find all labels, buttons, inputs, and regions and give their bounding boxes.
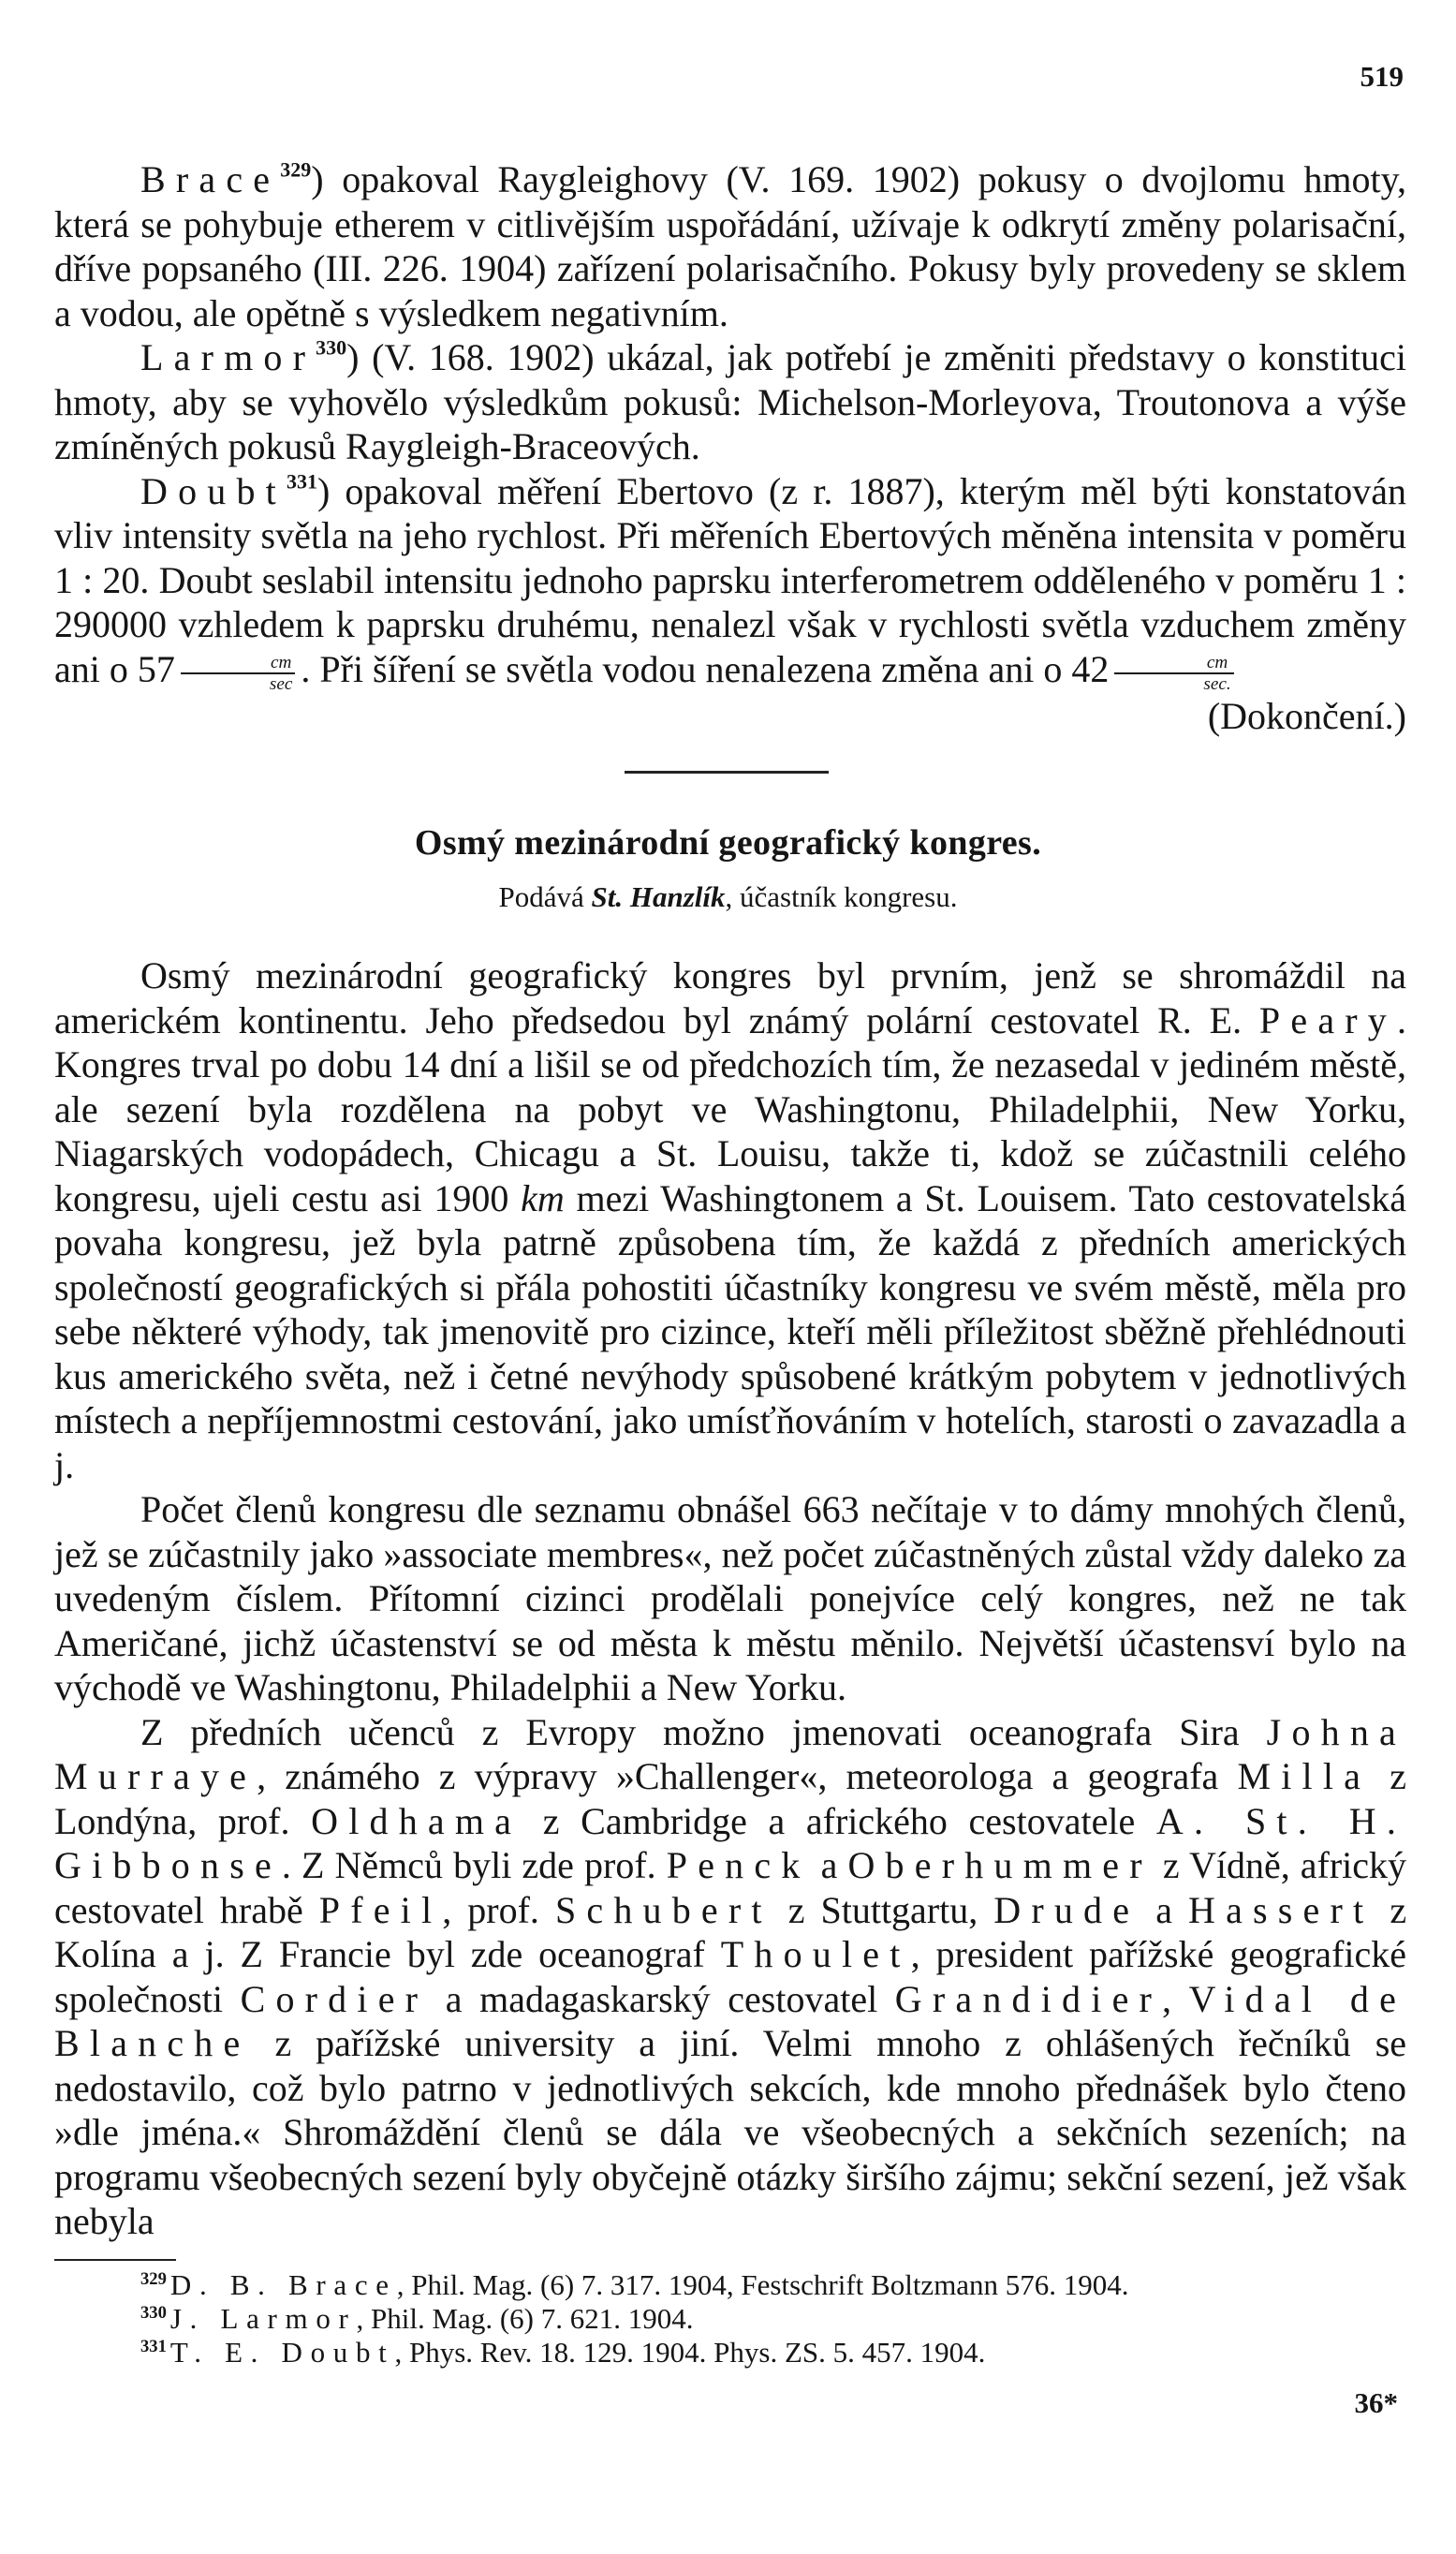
footnote: $^{329}$ D. B. Brace, Phil. Mag. (6) 7. 317. 1904, Festschrift Boltzmann 576. 1904. — [140, 2268, 1129, 2301]
article-paragraph-3: Z předních učenců z Evropy možno jmenovati oceanografa Sira Johna Murraye, známého z výpravy »Challenger«, meteorologa a geografa Milla z Londýna, prof. Oldhama z Cambridge a afrického cestovatele A. St. H. Gibbonse. Z Němců byli zde prof. Penck a Oberhummer z Vídně, africký cestovatel hrabě Pfeil, prof. Schubert z Stuttgartu, Drude a Hassert z Kolína a j. Z Francie byl zde oceanograf Thoulet, president pařížské geografické společnosti Cordier a madagaskarský cestovatel Grandidier, Vidal de Blanche z pařížské university a jiní. Velmi mnoho z ohlášených řečníků se nedostavilo, což bylo patrno v jednotlivých sekcích, kde mnoho přednášek bylo čteno »dle jména.« Shromáždění členů se dála ve všeobecných a sekčních sezeních; na programu všeobecných sezení byly obyčejně otázky širšího zájmu; sekční sezení, jež však nebyla — [54, 1710, 1407, 2242]
footnote-ref[interactable]: 329 — [280, 157, 312, 182]
footnote: $^{330}$ J. Larmor, Phil. Mag. (6) 7. 621. 1904. — [140, 2302, 694, 2335]
paragraph-brace: Brace$^{329}$) opakoval Raygleighovy (V. 169. 1902) pokusy o dvojlomu hmoty, která se pohybuje etherem v citlivějším uspořádání, užívaje k odkrytí změny polarisační, dříve popsaného (III. 226. 1904) zařízení polarisačního. Pokusy byly provedeny se sklem a vodou, ale opětně s výsledkem negativním. — [54, 157, 1406, 334]
footnote-ref[interactable]: 330 — [316, 335, 347, 360]
author-name: Larmor — [140, 336, 316, 378]
paragraph-larmor: Larmor$^{330}$) (V. 168. 1902) ukázal, jak potřebí je změniti představy o konstituci hmoty, aby se vyhovělo výsledkům pokusů: Michelson-Morleyova, Troutonova a výše zmíněných pokusů Raygleigh-Braceových. — [54, 335, 1406, 467]
page-number: 519 — [1360, 60, 1404, 93]
article-paragraph-1: Osmý mezinárodní geografický kongres byl prvním, jenž se shromáždil na americkém kontinentu. Jeho předsedou byl známý polární cestovatel R. E. Peary. Kongres trval po dobu 14 dní a lišil se od předchozích tím, že nezasedal v jediném městě, ale sezení byla rozdělena na pobyt ve Washingtonu, Philadelphii, New Yorku, Niagarských vodopádech, Chicagu a St. Louisu, takže ti, kdož se zúčastnili celého kongresu, ujeli cestu asi 1900 km mezi Washingtonem a St. Louisem. Tato cestovatelská povaha kongresu, jež byla patrně způsobena tím, že každá z předních amerických společností geografických si přála pohostiti účastníky kongresu ve svém městě, měla pro sebe některé výhody, tak jmenovitě pro cizince, kteří měli příležitost sběžně přehlédnouti kus amerického světa, než i četné nevýhody spůsobené krátkým pobytem v jednotlivých místech a nepříjemnostmi cestování, jako umísťňováním v hotelích, starosti o zavazadla a j. — [54, 954, 1407, 1486]
fraction-unit: $\frac{cm}{\sec}$ — [181, 653, 296, 694]
fraction-unit: $\frac{cm}{\sec.}$ — [1114, 653, 1233, 694]
author-name: Brace — [140, 158, 281, 200]
byline-author: St. Hanzlík — [591, 880, 726, 913]
paragraph-doubt: Doubt$^{331}$) opakoval měření Ebertovo (z r. 1887), kterým měl býti konstatován vliv intensity světla na jeho rychlost. Při měřeních Ebertových měněna intensita v poměru 1 : 20. Doubt seslabil intensitu jednoho paprsku interferometrem odděleného v poměru 1 : 290000 vzhledem k paprsku druhému, nenalezl však v rychlosti světla vzduchem změny ani o 57 $\frac{cm}{\sec}$ . Při šíření se světla vodou nenalezena změna ani o 42 $\frac{cm}{\sec.}$ (Dokončení.) — [54, 469, 1406, 738]
footnote: $^{331}$ T. E. Doubt, Phys. Rev. 18. 129. 1904. Phys. ZS. 5. 457. 1904. — [140, 2336, 986, 2369]
article-title: Osmý mezinárodní geografický kongres. — [414, 823, 1042, 863]
article-paragraph-2: Počet členů kongresu dle seznamu obnášel 663 nečítaje v to dámy mnohých členů, jež se zúčastnily jako »associate membres«, než počet zúčastněných zůstal vždy daleko za uvedeným číslem. Přítomní cizinci prodělali ponejvíce celý kongres, než ne tak Američané, jichž účastenství se od města k městu měnilo. Největší účastensví bylo na východě ve Washingtonu, Philadelphii a New Yorku. — [54, 1488, 1406, 1708]
article-body — [54, 953, 1406, 2244]
section-divider — [625, 771, 829, 774]
author-name: Doubt — [140, 469, 287, 512]
footnote-divider — [54, 2259, 176, 2261]
signature-mark: 36* — [1354, 2386, 1398, 2419]
byline: Podává St. Hanzlík, účastník kongresu. — [498, 880, 958, 913]
footnotes — [140, 2268, 1414, 2369]
footnote-ref[interactable]: 331 — [287, 469, 317, 493]
continued-note: (Dokončení.) — [1207, 695, 1406, 738]
continuation-text — [54, 157, 1406, 739]
